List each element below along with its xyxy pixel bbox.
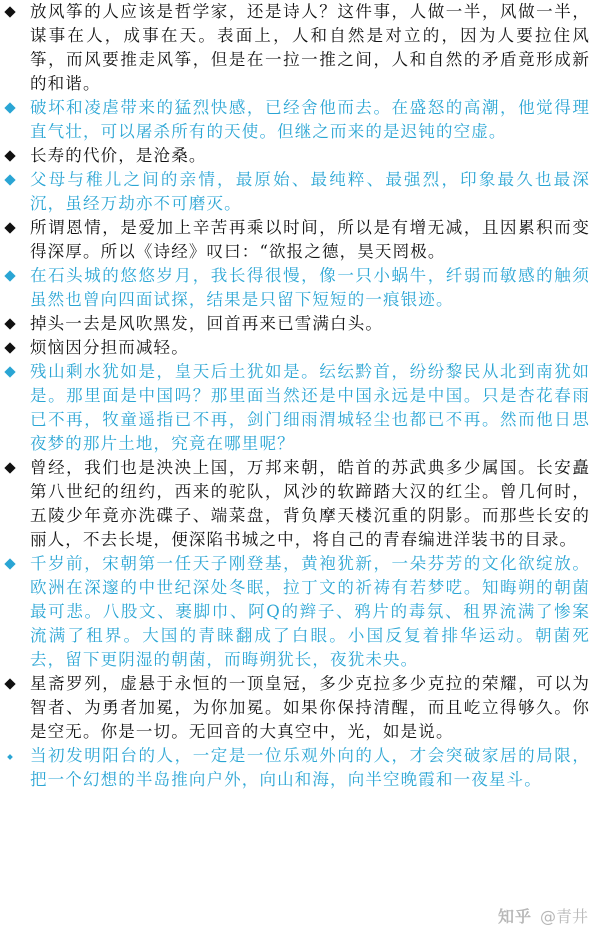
quote-item [0,336,600,360]
diamond-bullet-icon [4,270,15,281]
diamond-bullet-icon [4,678,15,689]
quote-item [0,744,600,792]
watermark-author: @青井 [539,907,588,926]
quote-text: 破坏和凌虐带来的猛烈快感，已经舍他而去。在盛怒的高潮，他觉得理直气壮，可以屠杀所有的天使。但继之而来的是迟钝的空虚。 [30,98,590,141]
diamond-bullet-icon [4,342,15,353]
quote-item [0,672,600,744]
quote-text: 残山剩水犹如是，皇天后土犹如是。纭纭黔首，纷纷黎民从北到南犹如是。那里面是中国吗？那里面当然还是中国永远是中国。只是杏花春雨已不再，牧童遥指已不再，剑门细雨渭城轻尘也都已不再。然而他日思夜梦的那片土地，究竟在哪里呢？ [30,362,590,453]
quote-text: 烦恼因分担而减轻。 [30,338,189,357]
quote-item [0,360,600,456]
quote-text: 曾经，我们也是泱泱上国，万邦来朝，皓首的苏武典多少属国。长安矗第八世纪的纽约，西来的驼队，风沙的软蹄踏大汉的红尘。曾几何时，五陵少年竟亦洗碟子、端菜盘，背负摩天楼沉重的阴影。而那些长安的丽人，不去长堤，便深陷书城之中，将自己的青春编进洋装书的目录。 [30,458,590,549]
quote-item [0,456,600,552]
quote-text: 掉头一去是风吹黑发，回首再来已雪满白头。 [30,314,383,333]
quote-item [0,312,600,336]
quote-text: 千岁前，宋朝第一任天子刚登基，黄袍犹新，一朵芬芳的文化欲绽放。欧洲在深邃的中世纪深处冬眠，拉丁文的祈祷有若梦呓。知晦朔的朝菌最可悲。八股文、裹脚巾、阿Q的辫子、鸦片的毒氛、租界流满了惨案流满了租界。大国的青睐翻成了白眼。小国反复着排华运动。朝菌死去，留下更阴湿的朝菌，而晦朔犹长，夜犹未央。 [30,554,590,669]
diamond-bullet-icon [4,174,15,185]
quote-text: 放风筝的人应该是哲学家，还是诗人？这件事，人做一半，风做一半，谋事在人，成事在天。表面上，人和自然是对立的，因为人要拉住风筝，而风要推走风筝，但是在一拉一推之间，人和自然的矛盾竟形成新的和谐。 [30,2,590,93]
watermark-brand: 知乎 [497,907,532,926]
quote-item [0,552,600,672]
quote-text: 父母与稚儿之间的亲情，最原始、最纯粹、最强烈，印象最久也最深沉，虽经万劫亦不可磨灭。 [30,170,590,213]
quote-text: 当初发明阳台的人，一定是一位乐观外向的人，才会突破家居的局限，把一个幻想的半岛推向户外，向山和海，向半空晚霞和一夜星斗。 [30,746,590,789]
quote-text: 星斋罗列，虚悬于永恒的一顶皇冠，多少克拉多少克拉的荣耀，可以为智者、为勇者加冕，为你加冕。如果你保持清醒，而且屹立得够久。你是空无。你是一切。无回音的大真空中，光，如是说。 [30,674,590,741]
diamond-bullet-icon [4,6,15,17]
diamond-bullet-icon [4,102,15,113]
diamond-bullet-icon [4,462,15,473]
quote-text: 长寿的代价，是沧桑。 [30,146,207,165]
diamond-bullet-icon [4,366,15,377]
quote-text: 在石头城的悠悠岁月，我长得很慢，像一只小蜗牛，纤弱而敏感的触须虽然也曾向四面试探，结果是只留下短短的一痕银迹。 [30,266,590,309]
quote-item [0,144,600,168]
quote-item [0,264,600,312]
diamond-bullet-icon [4,150,15,161]
quote-item [0,168,600,216]
diamond-bullet-icon [4,318,15,329]
small-diamond-bullet-icon [7,754,13,760]
diamond-bullet-icon [4,558,15,569]
quote-text: 所谓恩情，是爱加上辛苦再乘以时间，所以是有增无减，且因累积而变得深厚。所以《诗经》叹曰：“欲报之德，昊天罔极。 [30,218,590,261]
quote-item [0,96,600,144]
zhihu-watermark [498,904,588,928]
quote-item [0,216,600,264]
diamond-bullet-icon [4,222,15,233]
quote-item [0,0,600,96]
